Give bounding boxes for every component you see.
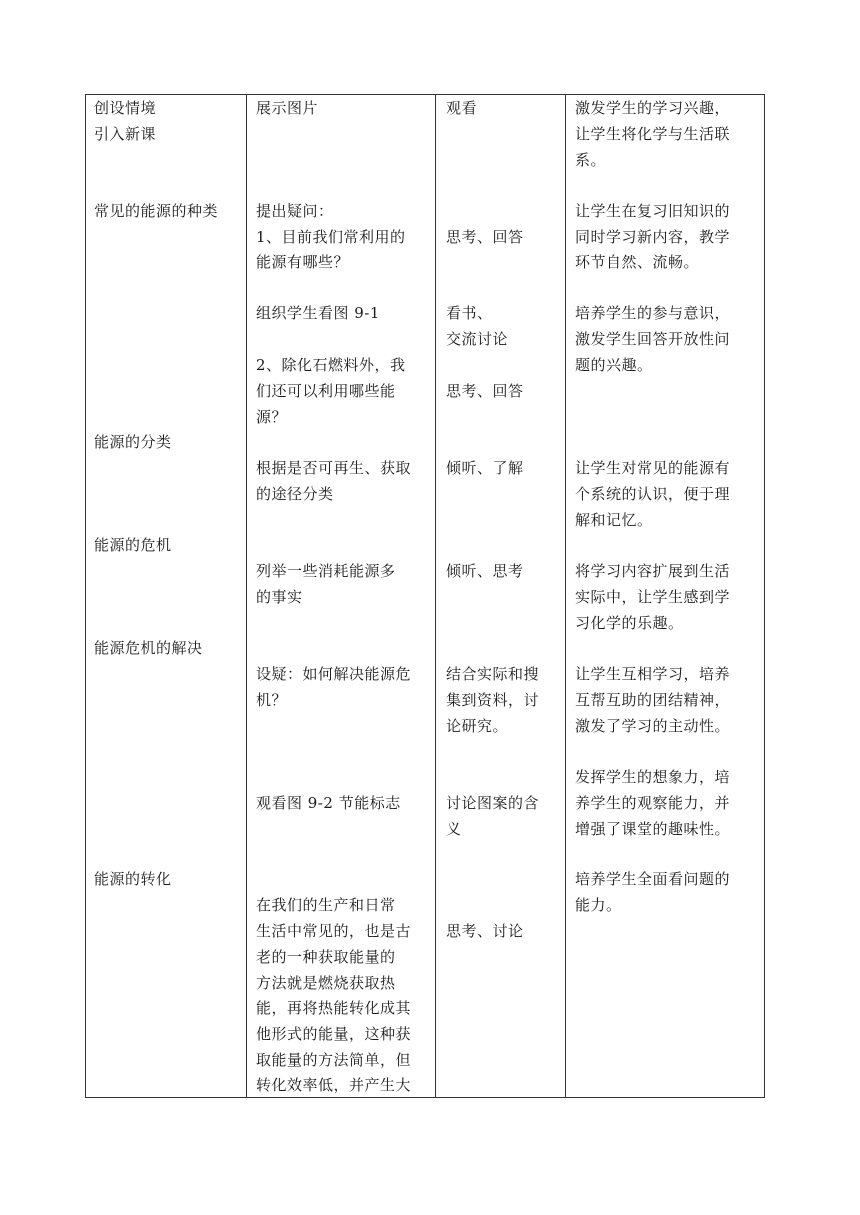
- teacher-activity-line: 提出疑问：: [256, 202, 334, 220]
- teacher-activity-line: 源？: [256, 408, 288, 426]
- teacher-activity-line: 能源有哪些？: [256, 253, 350, 271]
- design-intent-line: 养学生的观察能力，并: [575, 794, 731, 812]
- design-intent-line: 激发学生的学习兴趣，: [575, 99, 731, 117]
- teacher-activity-line: 2、除化石燃料外，我: [256, 356, 406, 374]
- student-activity-line: 讨论图案的含: [446, 794, 540, 812]
- student-activity-line: 论研究。: [446, 717, 509, 735]
- teacher-activity-line: 1、目前我们常利用的: [256, 228, 406, 246]
- student-activity-line: 思考、讨论: [446, 922, 524, 940]
- design-intent-line: 激发了学习的主动性。: [575, 717, 731, 735]
- teacher-activity-line: 老的一种获取能量的: [256, 948, 396, 966]
- teacher-activity-line: 的途径分类: [256, 485, 334, 503]
- design-intent-line: 环节自然、流畅。: [575, 253, 700, 271]
- stage-label: 能源的危机: [94, 536, 172, 554]
- design-intent-line: 习化学的乐趣。: [575, 614, 684, 632]
- teacher-activity-line: 观看图 9-2 节能标志: [256, 794, 401, 812]
- teacher-activity-line: 取能量的方法简单，但: [256, 1051, 412, 1069]
- teacher-activity-line: 设疑：如何解决能源危: [256, 665, 412, 683]
- teacher-activity-line: 们还可以利用哪些能: [256, 382, 396, 400]
- student-activity-line: 义: [446, 820, 462, 838]
- teacher-activity-line: 机？: [256, 691, 288, 709]
- column-divider-1: [246, 95, 247, 1097]
- design-intent-line: 让学生将化学与生活联: [575, 125, 731, 143]
- stage-label: 能源的转化: [94, 870, 172, 888]
- student-activity-line: 结合实际和搜: [446, 665, 540, 683]
- teacher-activity-line: 转化效率低，并产生大: [256, 1076, 412, 1094]
- stage-label: 常见的能源的种类: [94, 202, 219, 220]
- student-activity-line: 看书、: [446, 304, 493, 322]
- design-intent-line: 激发学生回答开放性问: [575, 330, 731, 348]
- column-divider-2: [435, 95, 436, 1097]
- student-activity-line: 集到资料，讨: [446, 691, 540, 709]
- design-intent-line: 能力。: [575, 896, 622, 914]
- student-activity-line: 思考、回答: [446, 382, 524, 400]
- design-intent-line: 个系统的认识，便于理: [575, 485, 731, 503]
- design-intent-line: 将学习内容扩展到生活: [575, 562, 731, 580]
- design-intent-line: 同时学习新内容，教学: [575, 228, 731, 246]
- design-intent-line: 发挥学生的想象力，培: [575, 768, 731, 786]
- teacher-activity-line: 根据是否可再生、获取: [256, 459, 412, 477]
- design-intent-line: 增强了课堂的趣味性。: [575, 820, 731, 838]
- design-intent-line: 培养学生的参与意识，: [575, 304, 731, 322]
- design-intent-line: 让学生对常见的能源有: [575, 459, 731, 477]
- teacher-activity-line: 的事实: [256, 588, 303, 606]
- teacher-activity-line: 生活中常见的，也是古: [256, 922, 412, 940]
- student-activity-line: 观看: [446, 99, 478, 117]
- teacher-activity-line: 组织学生看图 9-1: [256, 304, 380, 322]
- stage-label: 创设情境: [94, 99, 157, 117]
- student-activity-line: 倾听、了解: [446, 459, 524, 477]
- teacher-activity-line: 在我们的生产和日常: [256, 896, 396, 914]
- column-divider-3: [565, 95, 566, 1097]
- design-intent-line: 系。: [575, 151, 607, 169]
- design-intent-line: 互帮互助的团结精神，: [575, 691, 731, 709]
- teacher-activity-line: 列举一些消耗能源多: [256, 562, 396, 580]
- design-intent-line: 解和记忆。: [575, 511, 653, 529]
- teacher-activity-line: 他形式的能量，这种获: [256, 1025, 412, 1043]
- design-intent-line: 培养学生全面看问题的: [575, 870, 731, 888]
- teacher-activity-line: 能，再将热能转化成其: [256, 999, 412, 1017]
- design-intent-line: 让学生在复习旧知识的: [575, 202, 731, 220]
- design-intent-line: 让学生互相学习，培养: [575, 665, 731, 683]
- student-activity-line: 交流讨论: [446, 330, 509, 348]
- student-activity-line: 倾听、思考: [446, 562, 524, 580]
- stage-label: 能源的分类: [94, 433, 172, 451]
- stage-label: 引入新课: [94, 125, 157, 143]
- design-intent-line: 实际中，让学生感到学: [575, 588, 731, 606]
- teacher-activity-line: 展示图片: [256, 99, 319, 117]
- stage-label: 能源危机的解决: [94, 639, 203, 657]
- teacher-activity-line: 方法就是燃烧获取热: [256, 974, 396, 992]
- design-intent-line: 题的兴趣。: [575, 356, 653, 374]
- student-activity-line: 思考、回答: [446, 228, 524, 246]
